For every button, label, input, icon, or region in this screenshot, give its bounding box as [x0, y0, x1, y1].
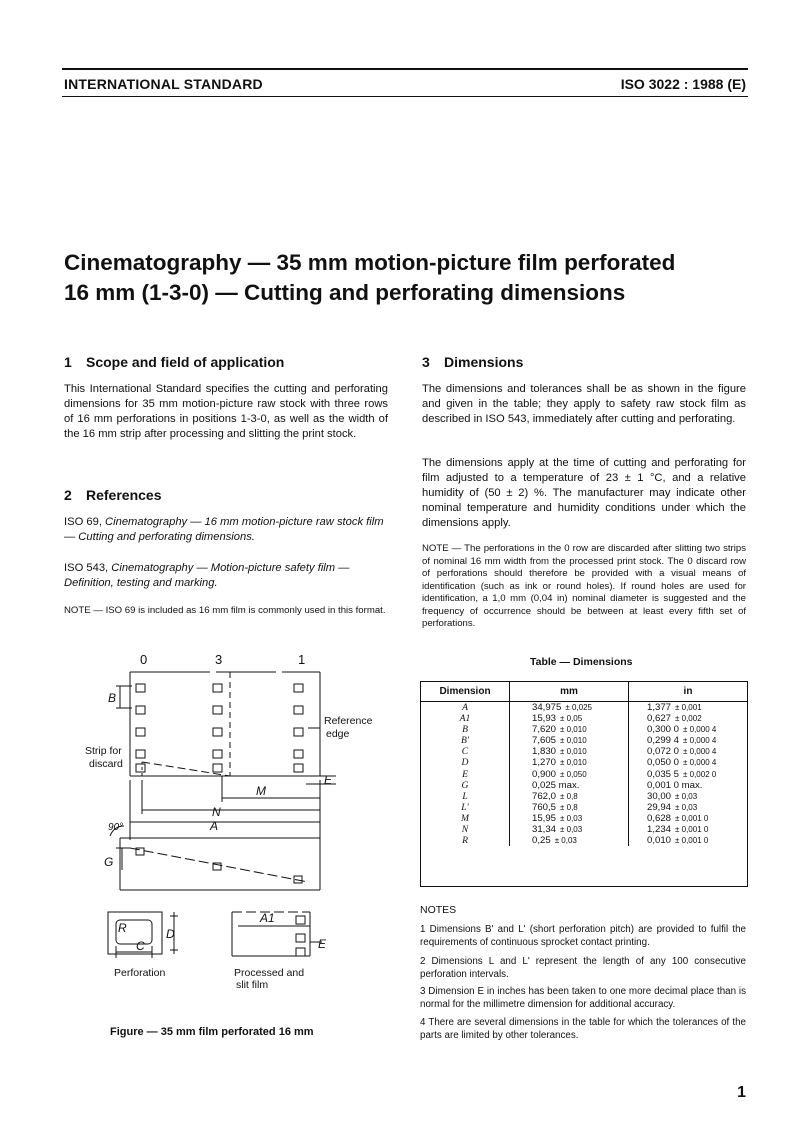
- title-line-1: Cinematography — 35 mm motion-picture film perforated: [64, 250, 676, 275]
- table-cell-symbol: [421, 802, 510, 813]
- table-row: [421, 757, 747, 768]
- table-cell-mm: [510, 735, 629, 746]
- table-cell-symbol-value: D: [461, 757, 469, 769]
- figure-processed-label-line-1: Processed and: [234, 967, 305, 979]
- table-cell-in: [629, 757, 748, 768]
- table-cell-mm-value: 7,620: [532, 724, 557, 736]
- table-row: [421, 824, 747, 835]
- table-cell-symbol: [421, 746, 510, 757]
- dimensions-paragraph-2: The dimensions apply at the time of cutting and perforating for film adjusted to a temperature of 23 ± 1 °C, and a relative humidity of (50 ± 2) %. The manufacturer may indicate other nominal temperature and humidity conditions under which the dimensions apply.: [422, 457, 746, 529]
- table-cell-symbol: [421, 835, 510, 846]
- table-cell-in: [629, 780, 748, 791]
- section-2-number: 2: [64, 487, 72, 503]
- section-2-title: References: [86, 487, 162, 503]
- table-cell-in-value: ± 0,001 0: [675, 836, 709, 846]
- table-cell-mm: [510, 757, 629, 768]
- table-cell-mm-value: ± 0,8: [560, 791, 578, 801]
- table-cell-mm-value: ± 0,010: [560, 758, 587, 768]
- table-cell-mm: [510, 746, 629, 757]
- figure-dim-r: R: [118, 921, 127, 935]
- table-cell-mm-value: 34,975: [532, 702, 562, 713]
- table-cell-symbol-value: A1: [459, 713, 471, 725]
- table-cell-symbol-value: G: [461, 779, 469, 791]
- figure-dim-b: B: [108, 691, 117, 705]
- table-row: [421, 791, 747, 802]
- figure-row-label-1: 1: [298, 652, 306, 667]
- table-cell-in-value: 29,94: [647, 801, 672, 813]
- references-note: NOTE — ISO 69 is included as 16 mm film is commonly used in this format.: [64, 605, 386, 616]
- title-line-2: 16 mm (1-3-0) — Cutting and perforating dimensions: [64, 280, 626, 305]
- section-3-title: Dimensions: [444, 354, 524, 370]
- table-cell-in-value: ± 0,03: [675, 791, 698, 801]
- figure-dim-c: C: [136, 939, 145, 953]
- table-cell-mm-value: 0,025 max.: [532, 779, 580, 791]
- table-cell-mm-value: 15,95: [532, 812, 557, 824]
- table-cell-in-value: ± 0,000 4: [683, 736, 717, 746]
- table-row: [421, 835, 747, 846]
- table-cell-mm: [510, 702, 629, 714]
- table-cell-mm: [510, 713, 629, 724]
- note-3: 3 Dimension E in inches has been taken to one more decimal place than is normal for the millimetre dimension for additional accuracy.: [420, 986, 746, 1010]
- figure-dim-g: G: [104, 855, 114, 869]
- figure-strip-for-discard-word-2: discard: [89, 758, 123, 770]
- table-cell-symbol: [421, 780, 510, 791]
- table-cell-symbol: [421, 824, 510, 835]
- figure-processed-label-line-2: slit film: [236, 979, 269, 991]
- figure-perforation-label: Perforation: [114, 967, 166, 979]
- table-cell-in-value: ± 0,002: [675, 714, 702, 724]
- header-document-id: ISO 3022 : 1988 (E): [620, 76, 746, 92]
- section-2-heading: [64, 487, 162, 503]
- table-cell-symbol-value: B: [462, 724, 468, 736]
- figure-dim-a: A: [210, 819, 219, 833]
- table-cell-mm-value: 1,830: [532, 746, 557, 758]
- table-cell-mm: [510, 724, 629, 735]
- table-cell-mm-value: ± 0,050: [560, 769, 587, 779]
- table-cell-in-value: ± 0,000 4: [683, 725, 717, 735]
- table-cell-mm-value: ± 0,8: [560, 802, 578, 812]
- table-cell-mm: [510, 802, 629, 813]
- film-figure-drawing: [70, 650, 390, 1000]
- figure-dim-a1: A1: [260, 911, 275, 925]
- table-cell-symbol-value: R: [462, 835, 468, 847]
- table-cell-symbol: [421, 769, 510, 780]
- table-row: [421, 713, 747, 724]
- table-row: [421, 702, 747, 714]
- table-cell-symbol: [421, 757, 510, 768]
- table-cell-mm-value: 1,270: [532, 757, 557, 769]
- section-3-heading: [422, 354, 523, 370]
- page-number: 1: [737, 1084, 746, 1101]
- section-1-number: 1: [64, 354, 72, 370]
- table-header-dimension: Dimension: [421, 682, 510, 702]
- table-cell-in-value: 0,299 4: [647, 735, 680, 747]
- table-cell-in: [629, 713, 748, 724]
- table-cell-symbol-value: M: [461, 812, 469, 824]
- table-cell-mm-value: ± 0,025: [565, 703, 592, 712]
- table-row: [421, 746, 747, 757]
- table-cell-mm-value: 31,34: [532, 824, 557, 836]
- table-cell-in-value: ± 0,000 4: [683, 747, 717, 757]
- table-cell-mm: [510, 824, 629, 835]
- table-cell-in-value: ± 0,03: [675, 802, 698, 812]
- table-cell-mm-value: ± 0,03: [554, 836, 577, 846]
- table-cell-in-value: 0,628: [647, 812, 672, 824]
- table-cell-in: [629, 735, 748, 746]
- table-cell-in-value: 0,300 0: [647, 724, 680, 736]
- figure-strip-for-discard-word-1: Strip for: [85, 745, 122, 757]
- table-cell-mm-value: [579, 781, 583, 790]
- figure-dim-angle: 90°: [108, 822, 124, 833]
- table-cell-in-value: 0,627: [647, 713, 672, 725]
- figure-row-label-3: 3: [215, 652, 223, 667]
- table-cell-symbol-value: E: [462, 768, 468, 780]
- table-cell-mm-value: 0,900: [532, 768, 557, 780]
- table-row: [421, 780, 747, 791]
- table-cell-in-value: 0,001 0 max.: [647, 779, 703, 791]
- table-cell-symbol-value: L': [461, 801, 469, 813]
- table-cell-in: [629, 724, 748, 735]
- header-standard-label: INTERNATIONAL STANDARD: [64, 76, 263, 92]
- table-cell-symbol-value: B': [461, 735, 469, 747]
- table-cell-mm-value: 7,605: [532, 735, 557, 747]
- dimensions-table: [420, 681, 748, 887]
- table-cell-in: [629, 791, 748, 802]
- table-caption: Table — Dimensions: [530, 656, 633, 668]
- table-cell-mm: [510, 813, 629, 824]
- section-1-heading: [64, 354, 284, 370]
- reference-iso-69-number: ISO 69,: [64, 516, 106, 528]
- table-cell-mm: [510, 791, 629, 802]
- figure-dim-e-detail: E: [318, 937, 327, 951]
- reference-iso-543: [64, 561, 388, 591]
- note-1: 1 Dimensions B' and L' (short perforation pitch) are provided to fulfil the requirements of continuous sprocket contact printing.: [420, 924, 746, 948]
- table-cell-mm: [510, 769, 629, 780]
- table-row: [421, 735, 747, 746]
- table-cell-in: [629, 802, 748, 813]
- table-cell-mm-value: 0,25: [532, 835, 551, 847]
- figure-reference-edge-word-1: Reference: [324, 715, 373, 727]
- table-row: [421, 724, 747, 735]
- table-cell-symbol-value: N: [461, 824, 469, 836]
- figure-caption: Figure — 35 mm film perforated 16 mm: [110, 1026, 314, 1038]
- table-row: [421, 802, 747, 813]
- table-cell-in-value: 1,377: [647, 702, 672, 713]
- reference-iso-543-number: ISO 543,: [64, 562, 112, 574]
- document-title: [64, 248, 764, 308]
- figure-reference-edge-word-2: edge: [326, 728, 350, 740]
- table-cell-in: [629, 824, 748, 835]
- table-cell-symbol: [421, 702, 510, 714]
- table-cell-in-value: ± 0,000 4: [683, 758, 717, 768]
- figure-dim-d: D: [166, 927, 175, 941]
- table-cell-symbol: [421, 713, 510, 724]
- table-cell-symbol: [421, 791, 510, 802]
- table-cell-in-value: 0,035 5: [647, 768, 680, 780]
- section-1-body: This International Standard specifies the cutting and perforating dimensions for 35 mm motion-picture raw stock with three rows of 16 mm perforations in positions 1-3-0, as well as the width of the 16 mm strip after processing and slitting the print stock.: [64, 383, 388, 440]
- note-4: 4 There are several dimensions in the table for which the tolerances of the parts are limited by other tolerances.: [420, 1017, 746, 1041]
- table-cell-mm-value: 760,5: [532, 801, 557, 813]
- table-cell-symbol-value: C: [461, 746, 469, 758]
- table-cell-in-value: ± 0,001: [675, 703, 702, 712]
- table-cell-symbol: [421, 813, 510, 824]
- table-cell-symbol: [421, 735, 510, 746]
- table-cell-in-value: ± 0,001 0: [675, 813, 709, 823]
- table-cell-mm: [510, 780, 629, 791]
- table-cell-mm-value: ± 0,010: [560, 736, 587, 746]
- dimensions-note: NOTE — The perforations in the 0 row are discarded after slitting two strips of nominal 16 mm width from the processed print stock. The 0 discard row of perforations should therefore be provided with a visual means of identification (such as ink or round holes). If round holes are used for identification, a 1,0 mm (0,04 in) nominal diameter is suggested and the frequency of occurrence should be between at least every fifth set of perforations.: [422, 543, 746, 629]
- reference-iso-69: [64, 515, 388, 545]
- section-1-title: Scope and field of application: [86, 354, 285, 370]
- table-row: [421, 813, 747, 824]
- table-cell-in-value: 0,010: [647, 835, 672, 847]
- table-cell-mm: [510, 835, 629, 846]
- note-2: 2 Dimensions L and L' represent the length of any 100 consecutive perforation intervals.: [420, 956, 746, 980]
- table-cell-in-value: ± 0,002 0: [683, 769, 717, 779]
- table-cell-in-value: ± 0,001 0: [675, 825, 709, 835]
- table-cell-symbol-value: L: [462, 790, 468, 802]
- table-cell-mm-value: 762,0: [532, 790, 557, 802]
- table-cell-mm-value: ± 0,010: [560, 725, 587, 735]
- notes-heading: NOTES: [420, 904, 457, 916]
- header-rule-top: [62, 68, 748, 70]
- figure-dim-n: N: [212, 805, 221, 819]
- table-cell-in: [629, 813, 748, 824]
- table-cell-in-value: 0,050 0: [647, 757, 680, 769]
- reference-iso-543-title: Cinematography — Motion-picture safety film — Definition, testing and marking.: [64, 562, 350, 589]
- table-cell-in-value: 30,00: [647, 790, 672, 802]
- table-header-in: in: [629, 682, 748, 702]
- table-cell-symbol-value: A: [462, 702, 468, 713]
- table-cell-in-value: 1,234: [647, 824, 672, 836]
- table-cell-mm-value: ± 0,03: [560, 825, 583, 835]
- figure-row-label-0: 0: [140, 652, 148, 667]
- dimensions-paragraph-1: The dimensions and tolerances shall be as shown in the figure and given in the table; they apply to safety raw stock film as described in ISO 543, immediately after cutting and perforating.: [422, 383, 746, 425]
- table-cell-in: [629, 835, 748, 846]
- figure-dim-m: M: [256, 784, 266, 798]
- table-cell-in-value: 0,072 0: [647, 746, 680, 758]
- table-row: [421, 769, 747, 780]
- section-3-number: 3: [422, 354, 430, 370]
- table-cell-in: [629, 769, 748, 780]
- table-cell-mm-value: ± 0,05: [560, 714, 583, 724]
- header-rule-bottom: [62, 96, 748, 97]
- table-cell-in: [629, 702, 748, 714]
- table-header-mm: mm: [510, 682, 629, 702]
- table-cell-mm-value: 15,93: [532, 713, 557, 725]
- table-cell-mm-value: ± 0,010: [560, 747, 587, 757]
- table-cell-in: [629, 746, 748, 757]
- table-header-row: [421, 682, 747, 702]
- figure-dim-e: E: [324, 773, 333, 787]
- table-cell-in-value: [702, 781, 706, 790]
- table-cell-symbol: [421, 724, 510, 735]
- reference-iso-69-title: Cinematography — 16 mm motion-picture raw stock film — Cutting and perforating dimensions.: [64, 516, 384, 543]
- table-cell-mm-value: ± 0,03: [560, 813, 583, 823]
